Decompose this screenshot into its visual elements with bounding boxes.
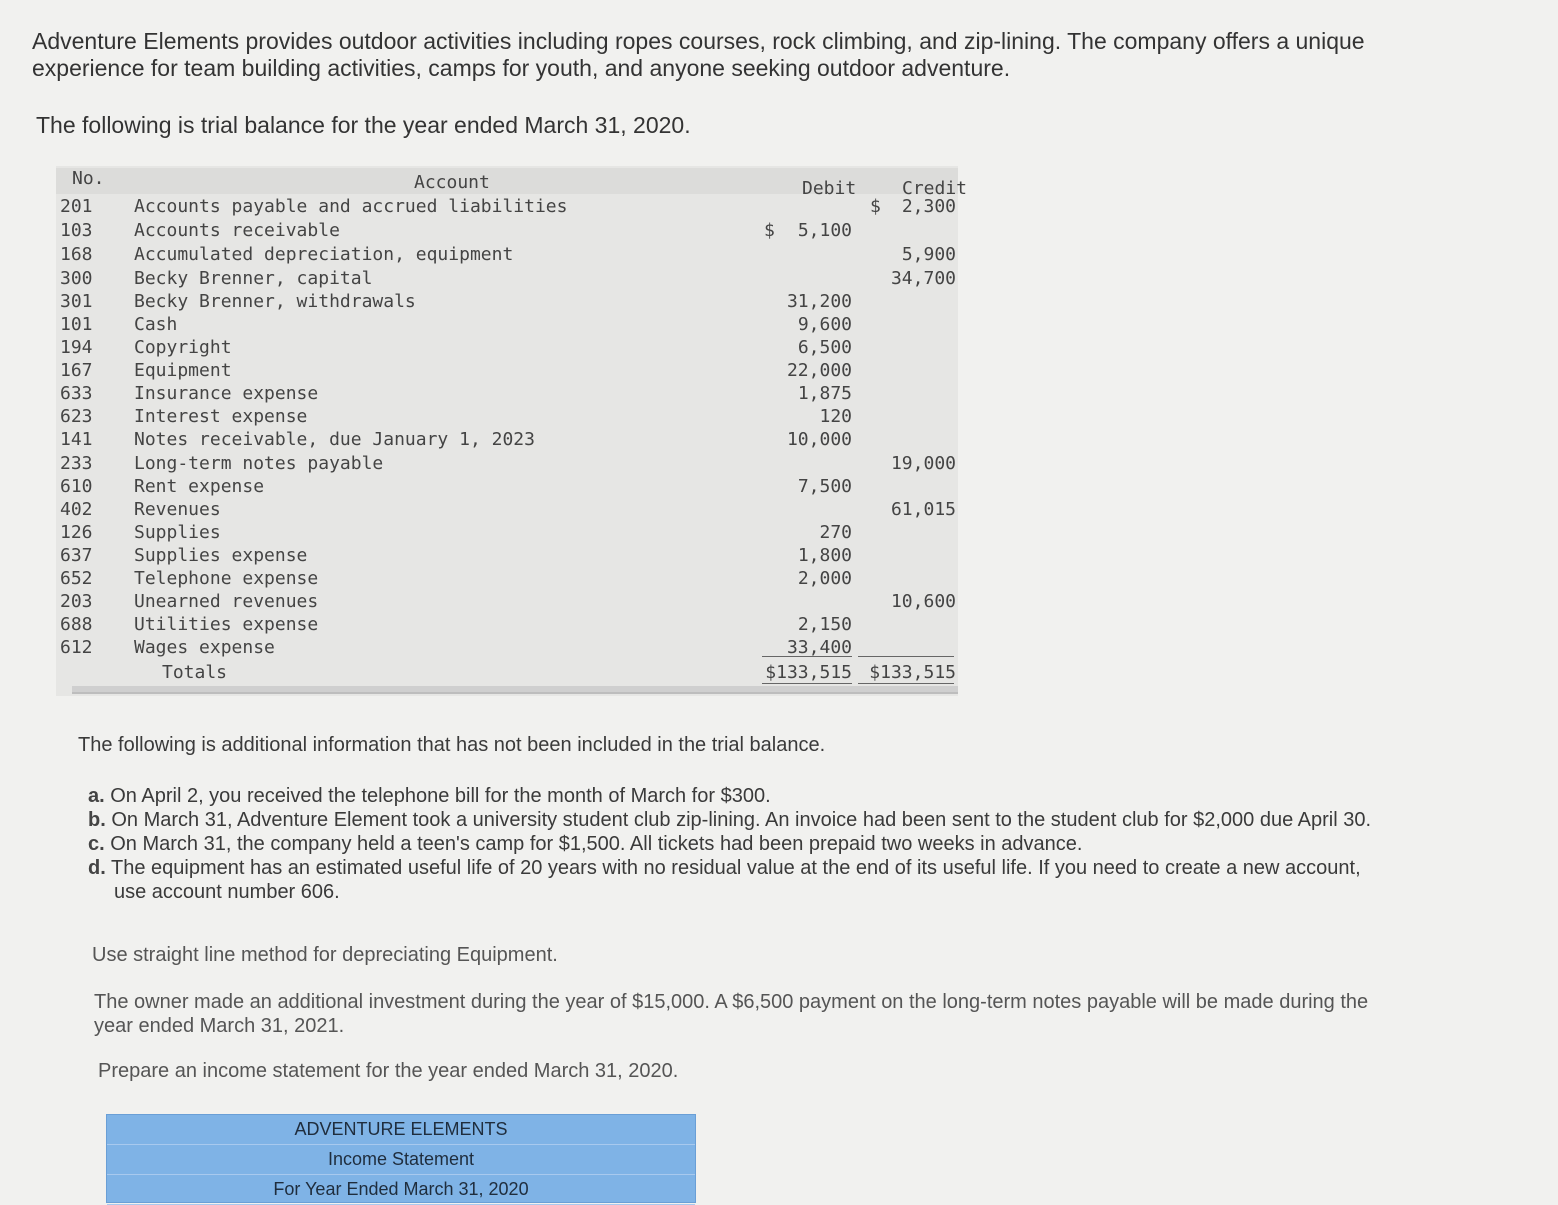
item-text: On March 31, the company held a teen's camp for $1,500. All tickets had been prepaid two weeks in advance. <box>110 833 1083 855</box>
table-row <box>42 429 972 452</box>
table-row <box>42 499 972 522</box>
debit-amount: 31,200 <box>786 291 852 312</box>
account-name: Telephone expense <box>134 568 319 589</box>
account-number: 141 <box>60 429 93 450</box>
table-row <box>42 196 972 219</box>
account-name: Becky Brenner, capital <box>134 268 373 289</box>
account-number: 688 <box>60 614 93 635</box>
debit-amount: 6,500 <box>797 337 852 358</box>
debit-amount: 1,875 <box>797 383 852 404</box>
account-name: Rent expense <box>134 476 265 497</box>
debit-amount: 33,400 <box>786 637 852 658</box>
header-credit: Credit <box>902 178 968 199</box>
credit-amount: 5,900 <box>901 244 956 265</box>
account-number: 610 <box>60 476 93 497</box>
debit-amount: 7,500 <box>797 476 852 497</box>
credit-amount: 19,000 <box>890 453 956 474</box>
list-item <box>88 784 1378 808</box>
table-row <box>42 291 972 314</box>
account-number: 637 <box>60 545 93 566</box>
account-name: Unearned revenues <box>134 591 319 612</box>
account-name: Revenues <box>134 499 221 520</box>
credit-amount: 10,600 <box>890 591 956 612</box>
item-label: c. <box>88 833 105 855</box>
table-row <box>42 268 972 291</box>
account-number: 167 <box>60 360 93 381</box>
account-number: 203 <box>60 591 93 612</box>
account-number: 126 <box>60 522 93 543</box>
table-row <box>42 220 972 243</box>
item-label: d. <box>88 857 106 879</box>
debit-amount: 2,150 <box>797 614 852 635</box>
header-account: Account <box>414 172 490 193</box>
account-number: 201 <box>60 196 93 217</box>
list-item <box>88 856 1378 904</box>
account-name: Supplies <box>134 522 221 543</box>
table-row <box>42 244 972 267</box>
list-item <box>88 832 1378 856</box>
debit-amount: 1,800 <box>797 545 852 566</box>
additional-info-lead: The following is additional information that has not been included in the trial balance. <box>78 734 826 756</box>
account-number: 612 <box>60 637 93 658</box>
totals-label: Totals <box>162 662 228 683</box>
account-name: Copyright <box>134 337 232 358</box>
depreciation-note: Use straight line method for depreciating Equipment. <box>92 944 558 966</box>
account-name: Accumulated depreciation, equipment <box>134 244 514 265</box>
account-number: 194 <box>60 337 93 358</box>
trial-balance-table <box>42 166 972 706</box>
table-row <box>42 314 972 337</box>
account-number: 101 <box>60 314 93 335</box>
account-name: Wages expense <box>134 637 275 658</box>
account-name: Becky Brenner, withdrawals <box>134 291 416 312</box>
debit-amount: 10,000 <box>786 429 852 450</box>
account-name: Insurance expense <box>134 383 319 404</box>
account-name: Interest expense <box>134 406 308 427</box>
debit-amount: 120 <box>819 406 852 427</box>
additional-info-list <box>88 784 1378 904</box>
intro-lead: The following is trial balance for the year ended March 31, 2020. <box>36 112 691 138</box>
debit-amount: 5,100 <box>797 220 852 241</box>
credit-amount: 2,300 <box>901 196 956 217</box>
account-number: 652 <box>60 568 93 589</box>
account-number: 300 <box>60 268 93 289</box>
account-name: Supplies expense <box>134 545 308 566</box>
total-credit: $133,515 <box>869 662 956 683</box>
table-row <box>42 591 972 614</box>
account-number: 633 <box>60 383 93 404</box>
debit-amount: 9,600 <box>797 314 852 335</box>
table-row <box>42 522 972 545</box>
account-name: Accounts payable and accrued liabilities <box>134 196 568 217</box>
account-name: Notes receivable, due January 1, 2023 <box>134 429 535 450</box>
debit-amount: 2,000 <box>797 568 852 589</box>
item-text: On March 31, Adventure Element took a university student club zip-lining. An invoice had been sent to the student club for $2,000 due April 30. <box>111 809 1372 831</box>
debit-amount: 22,000 <box>786 360 852 381</box>
table-row <box>42 406 972 429</box>
debit-amount: 270 <box>819 522 852 543</box>
account-number: 301 <box>60 291 93 312</box>
item-text: The equipment has an estimated useful life of 20 years with no residual value at the end of its useful life. If you need to create a new account, use account number 606. <box>110 857 1361 903</box>
item-label: a. <box>88 785 105 807</box>
dollar-sign: $ <box>764 220 775 241</box>
income-statement-header <box>106 1114 696 1203</box>
credit-total-rule <box>858 656 954 657</box>
item-text: On April 2, you received the telephone bill for the month of March for $300. <box>110 785 771 807</box>
credit-amount: 61,015 <box>890 499 956 520</box>
item-label: b. <box>88 809 106 831</box>
account-name: Equipment <box>134 360 232 381</box>
owner-investment-note: The owner made an additional investment during the year of $15,000. A $6,500 payment on the long-term notes payable will be made during the year ended March 31, 2021. <box>94 991 1369 1037</box>
table-row <box>42 476 972 499</box>
account-name: Cash <box>134 314 178 335</box>
instruction-text: Prepare an income statement for the year ended March 31, 2020. <box>98 1060 679 1082</box>
statement-period: For Year Ended March 31, 2020 <box>107 1175 695 1205</box>
account-name: Long-term notes payable <box>134 453 384 474</box>
total-debit: $133,515 <box>765 662 852 683</box>
statement-title: Income Statement <box>107 1145 695 1175</box>
table-bottom-border <box>72 686 958 694</box>
account-number: 103 <box>60 220 93 241</box>
totals-row <box>42 662 972 685</box>
header-debit: Debit <box>802 178 857 199</box>
account-number: 168 <box>60 244 93 265</box>
account-number: 402 <box>60 499 93 520</box>
account-number: 233 <box>60 453 93 474</box>
table-row <box>42 545 972 568</box>
account-name: Accounts receivable <box>134 220 340 241</box>
trial-balance-header <box>56 168 968 199</box>
table-row <box>42 337 972 360</box>
table-row <box>42 383 972 406</box>
account-number: 623 <box>60 406 93 427</box>
credit-amount: 34,700 <box>890 268 956 289</box>
header-no: No. <box>72 168 105 189</box>
debit-total-rule <box>762 656 852 657</box>
account-name: Utilities expense <box>134 614 319 635</box>
list-item <box>88 808 1378 832</box>
intro-paragraph: Adventure Elements provides outdoor activities including ropes courses, rock climbing, and zip-lining. The company offers a unique experience for team building activities, camps for youth, and anyone seeking outdoor adventure. <box>32 28 1365 81</box>
table-row <box>42 453 972 476</box>
table-row <box>42 360 972 383</box>
dollar-sign: $ <box>870 196 881 217</box>
table-row <box>42 568 972 591</box>
table-row <box>42 614 972 637</box>
company-name: ADVENTURE ELEMENTS <box>107 1115 695 1145</box>
